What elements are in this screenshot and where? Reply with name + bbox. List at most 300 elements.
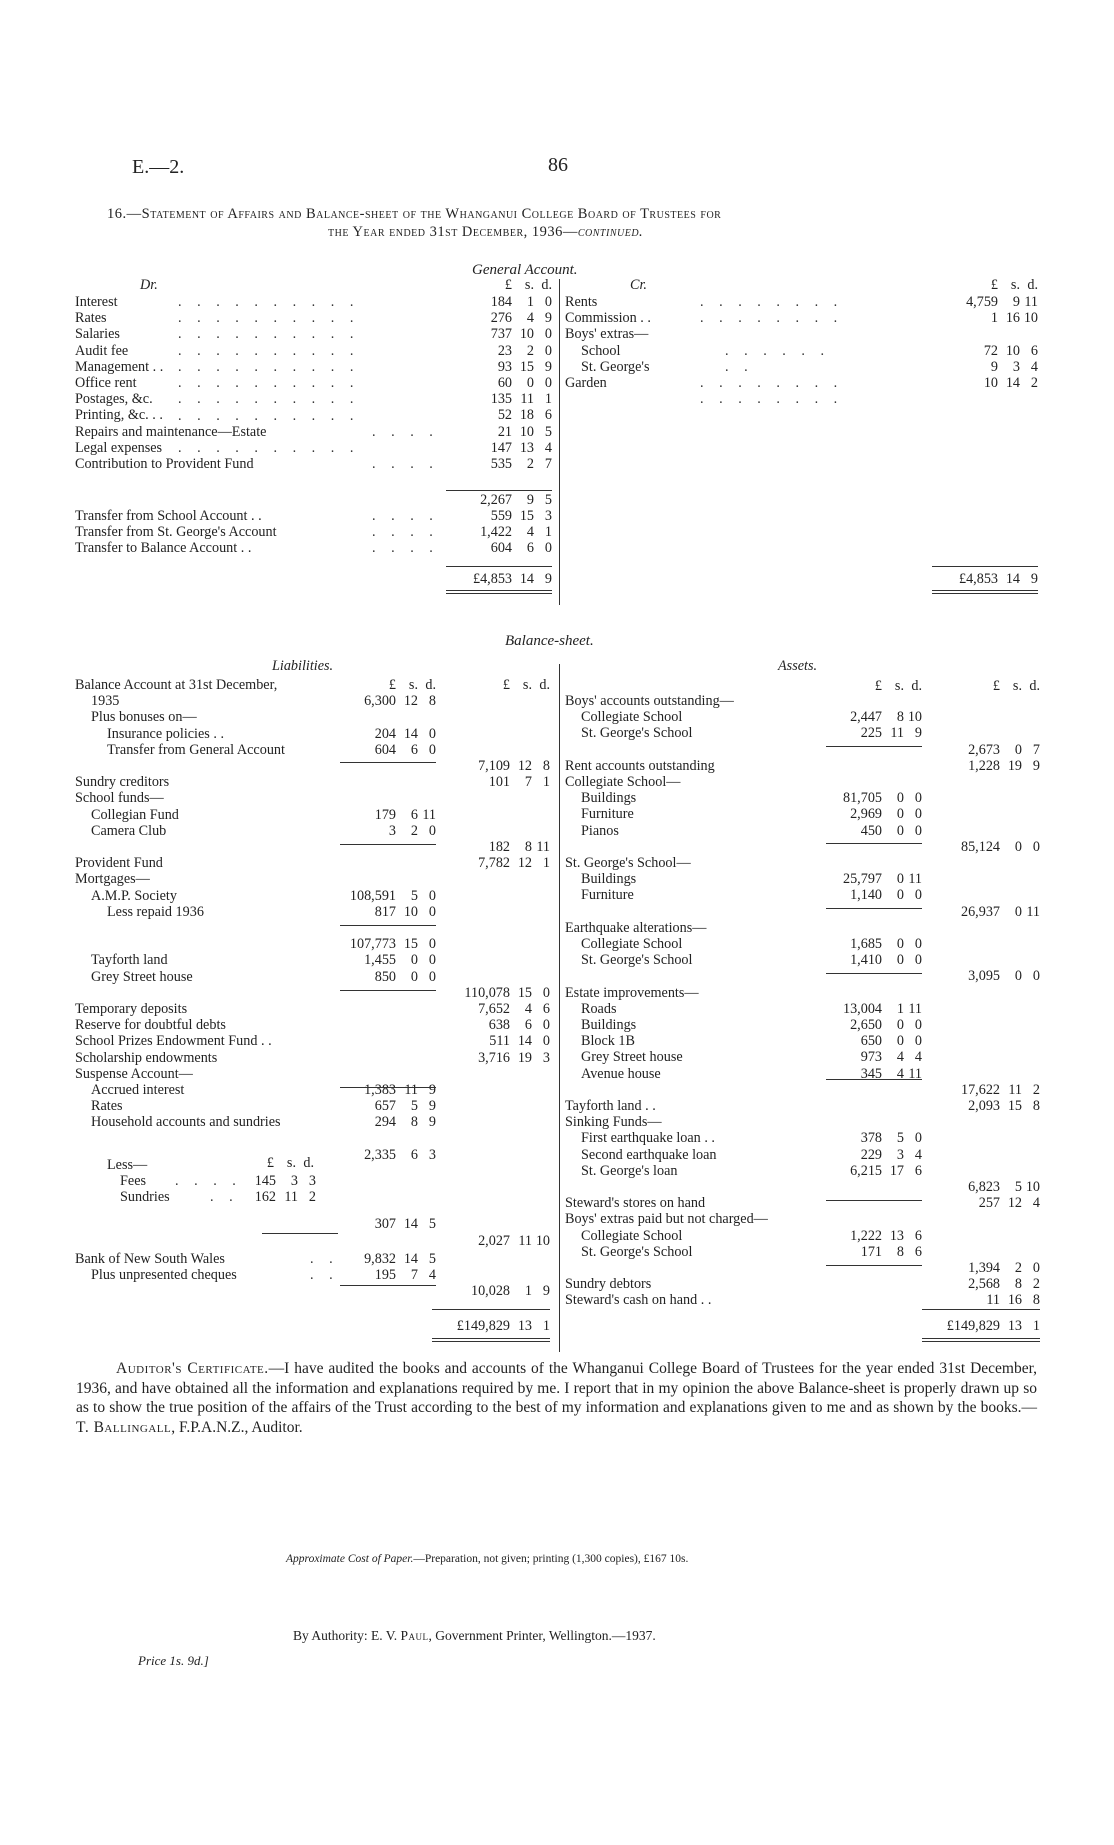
amount-pounds: 276 <box>490 310 512 327</box>
less-row-label: Fees <box>120 1173 147 1189</box>
assets-heading: Assets. <box>778 658 818 674</box>
amount-pounds: 72 <box>983 342 998 359</box>
amount-shillings: 14 <box>403 1251 418 1267</box>
rule-line <box>432 1309 550 1310</box>
amount-pounds: 225 <box>860 725 882 742</box>
balance-divider <box>559 664 560 1352</box>
amount-shillings: 0 <box>526 375 534 391</box>
amount-shillings: 11 <box>404 1082 418 1098</box>
amount-pounds: 1 <box>990 310 998 327</box>
asset-detail-amount <box>820 1001 922 1018</box>
amount-pence: 10 <box>1023 310 1038 327</box>
auditor-suffix: , F.P.A.N.Z., Auditor. <box>171 1418 303 1436</box>
shillings-header: s. <box>1010 277 1020 293</box>
amount-pence: 4 <box>914 1049 922 1066</box>
rule-line <box>826 843 922 844</box>
amount-shillings: 2 <box>1014 1260 1022 1276</box>
liability-detail-amount <box>334 693 436 710</box>
amount-pence: 0 <box>428 952 436 969</box>
pence-header: d. <box>425 677 436 693</box>
debit-amount <box>462 343 552 360</box>
liability-label: School funds— <box>75 790 164 807</box>
debit-total-double-rule <box>446 590 552 594</box>
transfer-amount <box>462 540 552 557</box>
amount-pence: 0 <box>914 1130 922 1147</box>
printer-authority <box>293 1628 656 1644</box>
amount-pence: 10 <box>1025 1179 1040 1195</box>
amount-shillings: 2 <box>526 456 534 472</box>
pence-header: d. <box>1027 277 1038 293</box>
credit-total <box>942 571 1038 588</box>
cost-text: —Preparation, not given; printing (1,300 copies), £167 10s. <box>413 1553 689 1565</box>
subtotal-rule <box>446 490 552 491</box>
transfer-label: Transfer to Balance Account . . <box>75 540 252 557</box>
amount-shillings: 4 <box>896 1049 904 1066</box>
liability-label: Transfer from General Account <box>107 741 285 758</box>
asset-label: Grey Street house <box>581 1049 683 1066</box>
liability-amount <box>448 855 550 872</box>
amount-shillings: 15 <box>403 936 418 953</box>
rule-line <box>826 973 922 974</box>
amount-pounds: 6,823 <box>968 1179 1000 1195</box>
liability-detail-amount <box>334 1082 436 1099</box>
amount-pounds: £149,829 <box>946 1318 1000 1334</box>
dr-label: Dr. <box>140 277 158 293</box>
amount-pence: 3 <box>428 1146 436 1163</box>
amount-pounds: 604 <box>374 741 396 758</box>
amount-shillings: 16 <box>1007 1292 1022 1309</box>
amount-shillings: 0 <box>896 806 904 823</box>
amount-pence: 4 <box>544 439 552 456</box>
amount-pounds: 179 <box>374 806 396 823</box>
amount-pounds: 110,078 <box>464 984 510 1001</box>
asset-amount <box>938 1276 1040 1293</box>
amount-pence: 11 <box>422 806 436 823</box>
asset-label: Second earthquake loan <box>581 1146 717 1163</box>
shillings-header: s. <box>894 678 904 694</box>
leader-dots: . . . . <box>372 540 439 556</box>
leader-dots: . . . . <box>372 424 439 440</box>
amount-pence: 9 <box>428 1114 436 1131</box>
amount-pounds: 52 <box>497 407 512 424</box>
transfer-amount <box>462 524 552 541</box>
liability-label: Camera Club <box>91 822 167 839</box>
amount-shillings: 13 <box>517 1318 532 1334</box>
amount-pence: 11 <box>536 839 550 855</box>
liability-amount <box>448 758 550 775</box>
amount-shillings: 0 <box>896 936 904 952</box>
liability-amount <box>448 1033 550 1050</box>
amount-pence: 0 <box>914 1017 922 1033</box>
amount-shillings: 11 <box>520 391 534 408</box>
amount-pence: 8 <box>1032 1292 1040 1309</box>
liability-label: School Prizes Endowment Fund . . <box>75 1033 272 1050</box>
asset-detail-amount <box>820 709 922 726</box>
credit-amount <box>942 359 1038 376</box>
amount-shillings: 11 <box>890 725 904 742</box>
amount-pounds: £149,829 <box>456 1318 510 1334</box>
amount-shillings: 3 <box>1012 358 1020 375</box>
amount-pounds: 2,447 <box>850 709 882 726</box>
liability-detail-amount <box>334 1147 436 1164</box>
double-rule <box>922 1338 1040 1342</box>
amount-shillings: 0 <box>410 968 418 985</box>
less-column-header <box>222 1155 330 1172</box>
leader-dots: . . . . . . . . . . <box>178 310 360 326</box>
amount-shillings: 0 <box>896 822 904 839</box>
leader-dots: . . . . . . . . <box>700 391 844 407</box>
amount-pence: 8 <box>428 693 436 710</box>
amount-shillings: 0 <box>896 871 904 888</box>
amount-pounds: 1,394 <box>968 1260 1000 1276</box>
amount-pounds: 294 <box>374 1114 396 1131</box>
column-header <box>820 678 922 695</box>
amount-shillings: 0 <box>410 952 418 969</box>
amount-pence: 1 <box>542 855 550 872</box>
asset-label: Steward's cash on hand . . <box>565 1292 712 1309</box>
amount-pounds: 817 <box>374 903 396 920</box>
credit-label: Commission . . <box>565 310 651 327</box>
liability-label: Accrued interest <box>91 1082 185 1098</box>
asset-detail-amount <box>820 1066 922 1083</box>
liabilities-heading: Liabilities. <box>272 658 334 674</box>
debit-amount <box>462 456 552 473</box>
amount-shillings: 8 <box>524 839 532 855</box>
amount-pence: 11 <box>908 1000 922 1017</box>
amount-pounds: 108,591 <box>349 887 396 904</box>
liability-label: Less repaid 1936 <box>107 903 204 920</box>
amount-shillings: 8 <box>896 1243 904 1260</box>
amount-pence: 6 <box>914 1243 922 1260</box>
pounds-header: £ <box>266 1155 274 1171</box>
asset-detail-amount <box>820 1033 922 1050</box>
amount-shillings: 16 <box>1005 310 1020 327</box>
liability-label: Tayforth land <box>91 952 168 969</box>
amount-pence: 0 <box>428 741 436 758</box>
bank-net <box>448 1283 550 1300</box>
amount-pence: 0 <box>1032 1260 1040 1276</box>
amount-shillings: 3 <box>290 1173 298 1189</box>
liability-amount <box>448 1017 550 1034</box>
amount-pence: 1 <box>542 1318 550 1334</box>
debit-amount <box>462 294 552 311</box>
amount-pounds: 2,267 <box>480 492 512 508</box>
less-subtotal <box>334 1216 436 1233</box>
amount-pounds: 60 <box>497 375 512 391</box>
total-rule <box>446 566 552 567</box>
amount-pounds: 1,383 <box>364 1082 396 1098</box>
amount-pounds: 7,109 <box>478 758 510 774</box>
debit-amount <box>462 424 552 441</box>
amount-pence: 7 <box>1032 741 1040 758</box>
debit-subtotal <box>462 492 552 509</box>
asset-label: Steward's stores on hand <box>565 1195 706 1212</box>
amount-pounds: 9,832 <box>364 1251 396 1267</box>
asset-amount <box>938 839 1040 856</box>
amount-shillings: 8 <box>1014 1276 1022 1293</box>
pence-header: d. <box>539 677 550 693</box>
asset-detail-amount <box>820 1049 922 1066</box>
pence-header: d. <box>541 277 552 293</box>
rule-line <box>340 844 436 845</box>
credit-label: School <box>581 342 621 359</box>
amount-pence: 4 <box>1032 1195 1040 1212</box>
debit-label: Interest <box>75 294 118 310</box>
liability-amount <box>448 985 550 1002</box>
amount-pounds: 3 <box>388 822 396 839</box>
pounds-header: £ <box>874 678 882 694</box>
amount-pounds: 257 <box>978 1195 1000 1212</box>
credit-amount <box>942 326 1038 343</box>
amount-pence: 0 <box>428 725 436 742</box>
amount-pence: 0 <box>428 822 436 839</box>
amount-pounds: 162 <box>254 1189 276 1206</box>
printer-name: Paul <box>400 1628 429 1643</box>
asset-amount <box>938 1179 1040 1196</box>
asset-detail-amount <box>820 1017 922 1034</box>
amount-pence: 2 <box>308 1189 316 1206</box>
pence-header: d. <box>303 1155 314 1171</box>
amount-shillings: 7 <box>410 1267 418 1284</box>
amount-pounds: 171 <box>860 1243 882 1260</box>
amount-pounds: 1,140 <box>850 887 882 904</box>
debit-label: Postages, &c. <box>75 391 153 408</box>
column-header <box>938 678 1040 695</box>
liability-amount <box>448 1001 550 1018</box>
leader-dots: . . . . . . . . . . <box>178 391 360 407</box>
rule-line <box>826 1265 922 1266</box>
liability-detail-amount <box>334 904 436 921</box>
amount-pounds: 850 <box>374 968 396 985</box>
leader-dots: . . . . . . . . . . <box>178 440 360 456</box>
amount-pounds: 1,228 <box>968 757 1000 774</box>
pence-header: d. <box>911 678 922 694</box>
amount-pounds: £4,853 <box>472 571 512 587</box>
amount-pounds: 3,095 <box>968 968 1000 985</box>
amount-shillings: 12 <box>1007 1195 1022 1212</box>
liability-detail-amount <box>334 742 436 759</box>
debit-label: Contribution to Provident Fund <box>75 456 254 472</box>
transfer-label: Transfer from School Account . . <box>75 508 262 524</box>
amount-shillings: 13 <box>889 1227 904 1244</box>
amount-pence: 9 <box>1032 757 1040 774</box>
amount-pence: 0 <box>914 790 922 807</box>
amount-pounds: 6,300 <box>364 693 396 710</box>
amount-pounds: 2,673 <box>968 741 1000 758</box>
amount-pounds: 2,093 <box>968 1098 1000 1114</box>
amount-pounds: 7,652 <box>478 1001 510 1017</box>
amount-pence: 9 <box>544 358 552 375</box>
amount-pounds: 559 <box>490 508 512 524</box>
amount-shillings: 6 <box>524 1017 532 1034</box>
asset-label: St. George's School <box>581 725 693 742</box>
amount-pence: 11 <box>908 1065 922 1082</box>
amount-shillings: 4 <box>526 524 534 541</box>
amount-shillings: 0 <box>896 887 904 904</box>
rule-line <box>340 1087 436 1088</box>
amount-shillings: 9 <box>1012 294 1020 310</box>
amount-pence: 0 <box>542 1033 550 1050</box>
debit-label: Office rent <box>75 375 137 391</box>
liability-label: Sundry creditors <box>75 774 170 791</box>
amount-pence: 0 <box>542 1017 550 1034</box>
credit-amount <box>942 294 1038 311</box>
auditor-name: T. Ballingall <box>76 1418 172 1436</box>
leader-dots: . . . . . . . . <box>700 310 844 326</box>
debit-amount <box>462 375 552 392</box>
amount-pence: 5 <box>428 1251 436 1267</box>
authority-text: By Authority: E. V. <box>293 1628 401 1643</box>
asset-label: Collegiate School <box>581 1227 683 1244</box>
liability-amount <box>448 1050 550 1067</box>
asset-label: Boys' extras paid but not charged— <box>565 1211 768 1228</box>
leader-dots: . . . . . . . . . . <box>178 375 360 391</box>
pounds-header: £ <box>992 678 1000 694</box>
amount-pence: 0 <box>544 540 552 557</box>
amount-shillings: 9 <box>526 492 534 508</box>
amount-pounds: 2,027 <box>478 1233 510 1249</box>
less-row-label: Sundries <box>120 1189 170 1206</box>
asset-detail-amount <box>820 1147 922 1164</box>
amount-pence: 10 <box>907 709 922 726</box>
shillings-header: s. <box>522 677 532 693</box>
cr-label: Cr. <box>630 277 647 293</box>
amount-pounds: 1,222 <box>850 1227 882 1244</box>
column-header <box>448 677 550 694</box>
amount-pence: 9 <box>544 310 552 327</box>
debit-label: Printing, &c. . . <box>75 407 163 424</box>
amount-shillings: 3 <box>896 1146 904 1163</box>
liability-label: A.M.P. Society <box>91 887 177 904</box>
amount-pence: 9 <box>914 725 922 742</box>
liability-label: Provident Fund <box>75 855 163 872</box>
debit-amount <box>462 407 552 424</box>
liability-detail-amount <box>334 1114 436 1131</box>
amount-pence: 2 <box>1032 1081 1040 1098</box>
asset-detail-amount <box>820 1244 922 1261</box>
amount-pounds: 535 <box>490 456 512 472</box>
amount-shillings: 18 <box>519 407 534 424</box>
amount-pence: 6 <box>914 1227 922 1244</box>
asset-label: Collegiate School <box>581 709 683 726</box>
pounds-header: £ <box>388 677 396 693</box>
amount-pounds: 345 <box>860 1065 882 1082</box>
amount-pounds: 23 <box>497 342 512 359</box>
amount-shillings: 13 <box>1007 1318 1022 1334</box>
debit-label: Legal expenses <box>75 439 163 456</box>
amount-shillings: 11 <box>518 1233 532 1249</box>
amount-pence: 0 <box>1032 838 1040 855</box>
debit-label: Audit fee <box>75 342 129 359</box>
amount-shillings: 10 <box>403 903 418 920</box>
amount-pence: 8 <box>542 758 550 774</box>
cost-label: Approximate Cost of Paper. <box>286 1553 414 1565</box>
amount-pounds: 737 <box>490 326 512 343</box>
amount-pence: 0 <box>544 326 552 343</box>
amount-pence: 0 <box>914 1033 922 1050</box>
amount-pence: 1 <box>544 391 552 408</box>
asset-amount <box>938 904 1040 921</box>
amount-pence: 6 <box>914 1162 922 1179</box>
credit-label: St. George's <box>581 358 650 375</box>
amount-pounds: 26,937 <box>960 903 1000 920</box>
liability-detail-amount <box>334 936 436 953</box>
amount-pence: 0 <box>1032 968 1040 985</box>
amount-pounds: 511 <box>489 1033 510 1050</box>
amount-shillings: 6 <box>410 1146 418 1163</box>
asset-detail-amount <box>820 1130 922 1147</box>
amount-shillings: 14 <box>1005 375 1020 391</box>
amount-pounds: 93 <box>497 358 512 375</box>
amount-pence: 5 <box>544 492 552 508</box>
amount-pence: 6 <box>1030 342 1038 359</box>
amount-pence: 9 <box>428 1082 436 1098</box>
amount-pence: 0 <box>544 375 552 391</box>
leader-dots: . . . . <box>372 456 439 472</box>
asset-detail-amount <box>820 725 922 742</box>
certificate-text: —I have audited the books and accounts of the Whanganui College Board of Trustees for the year ended 31st December, 1936, and have obtained all the information and explanations required by me. I report that in my opinion the above Balance-sheet is properly drawn up so as to show the true position of the affairs of the Trust according to the best of my information and explanations given to me and as shown by the books.— <box>76 1360 1038 1416</box>
amount-pounds: 229 <box>860 1146 882 1163</box>
asset-label: St. George's School— <box>565 855 691 871</box>
amount-shillings: 14 <box>1005 571 1020 587</box>
asset-detail-amount <box>820 936 922 953</box>
amount-pence: 0 <box>914 952 922 969</box>
amount-pence: 9 <box>544 571 552 587</box>
amount-pounds: 10,028 <box>470 1283 510 1299</box>
transfer-amount <box>462 508 552 525</box>
amount-pounds: 1,410 <box>850 952 882 969</box>
amount-pence: 0 <box>428 936 436 953</box>
amount-shillings: 2 <box>526 342 534 359</box>
amount-pounds: 650 <box>860 1033 882 1050</box>
asset-detail-amount <box>820 1228 922 1245</box>
credit-amount <box>942 375 1038 392</box>
amount-pounds: 604 <box>490 540 512 557</box>
amount-shillings: 4 <box>524 1001 532 1017</box>
liabilities-total <box>438 1318 550 1335</box>
asset-label: Collegiate School— <box>565 774 681 790</box>
liability-detail-amount <box>334 823 436 840</box>
asset-detail-amount <box>820 952 922 969</box>
leader-dots: . . . . . . . . . . <box>178 408 360 424</box>
amount-shillings: 19 <box>1007 757 1022 774</box>
amount-pounds: 101 <box>488 774 510 791</box>
asset-label: Sundry debtors <box>565 1276 652 1293</box>
debit-amount <box>462 391 552 408</box>
rule-line <box>826 1079 922 1080</box>
amount-pounds: 195 <box>374 1267 396 1284</box>
asset-label: Rent accounts outstanding <box>565 757 715 774</box>
amount-shillings: 1 <box>526 294 534 310</box>
suspense-net <box>448 1233 550 1250</box>
asset-amount <box>938 758 1040 775</box>
amount-shillings: 8 <box>896 709 904 726</box>
debit-amount <box>462 326 552 343</box>
credit-amount <box>942 310 1038 327</box>
asset-amount <box>938 968 1040 985</box>
rule-line <box>262 1233 338 1234</box>
amount-pence: 4 <box>914 1146 922 1163</box>
liability-detail-amount <box>334 807 436 824</box>
amount-pounds: 2,568 <box>968 1276 1000 1293</box>
leader-dots: . . . . . . <box>725 343 831 359</box>
amount-pounds: £4,853 <box>958 571 998 587</box>
asset-label: Buildings <box>581 1017 637 1033</box>
amount-shillings: 6 <box>410 806 418 823</box>
amount-pounds: 7,782 <box>478 855 510 872</box>
amount-shillings: 15 <box>519 358 534 375</box>
liability-detail-amount <box>334 1098 436 1115</box>
